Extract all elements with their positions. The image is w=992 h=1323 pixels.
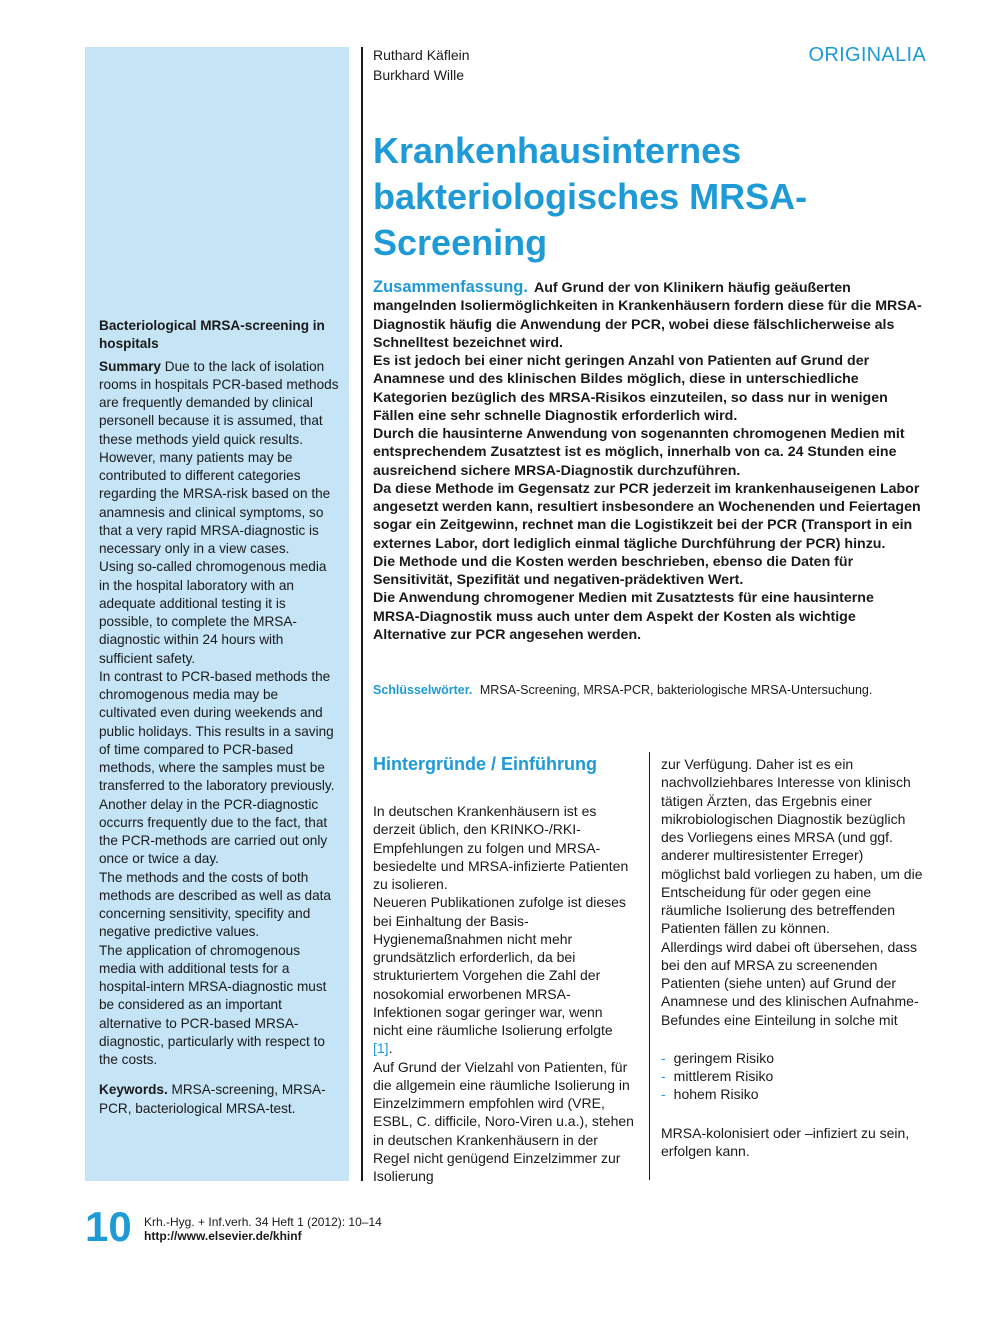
body-paragraph: In deutschen Krankenhäusern ist es derzeit üblich, den KRINKO-/RKI-Empfehlungen zu folgen und MRSA-besiedelte und MRSA-infizierte Patienten zu isolieren.	[373, 803, 629, 892]
abstract-first-paragraph	[373, 278, 923, 352]
list-item	[661, 1067, 923, 1085]
abstract-paragraph: Die Anwendung chromogener Medien mit Zusatztests für eine hausinterne MRSA-Diagnostik muss auch unter dem Aspekt der Kosten als wichtige Alternative zur PCR angesehen werden.	[373, 590, 874, 643]
body-paragraph: Allerdings wird dabei oft übersehen, dass bei den auf MRSA zu screenenden Patienten (siehe unten) auf Grund der Anamnese und des klinischen Aufnahme-Befundes eine Einteilung in solche mit	[661, 938, 919, 1028]
english-keywords	[99, 1081, 339, 1118]
summary-first-text: Due to the lack of isolation rooms in hospitals PCR-based methods are frequently demanded by clinical personell because it is assumed, that these methods yield quick results.	[99, 358, 339, 447]
body-paragraph: Auf Grund der Vielzahl von Patienten, für die allgemein eine räumliche Isolierung in Einzelzimmern empfohlen wird (VRE, ESBL, C. difficile, Noro-Viren u.a.), stehen in deutschen Krankenhäusern in der Regel nicht genügend Einzelzimmer zur Isolierung	[373, 1058, 634, 1184]
page-number: 10	[85, 1203, 132, 1250]
abstract-text: Auf Grund der von Klinikern häufig geäußerten mangelnden Isoliermöglichkeiten in Krankenhäusern fordern diese für die MRSA-Diagnostik häufig die Anwendung der PCR, wobei diese fälschlicherweise als Schnelltest bezeichnet wird.	[373, 280, 922, 351]
body-paragraph: zur Verfügung. Daher ist es ein nachvollziehbares Interesse von klinisch tätigen Ärzten, das Ergebnis einer mikrobiologischen Diagnostik bezüglich des Vorliegens eines MRSA (und ggf. anderer multiresistenter Erreger) möglichst bald vorliegen zu haben, um die Entscheidung für oder gegen eine räumliche Isolierung des betreffenden Patienten fällen zu können.	[661, 756, 923, 937]
german-keywords-heading: Schlüsselwörter.	[373, 683, 473, 697]
summary-paragraph: Using so-called chromogenous media in the hospital laboratory with an adequate additional testing it is possible, to complete the MRSA-diagnostic within 24 hours with sufficient safety.	[99, 559, 327, 666]
summary-paragraph: Another delay in the PCR-diagnostic occurrs frequently due to the fact, that the PCR-methods are carried out only once or twice a day.	[99, 796, 328, 867]
body-paragraph: MRSA-kolonisiert oder –infiziert zu sein, erfolgen kann.	[661, 1124, 910, 1159]
german-keywords	[373, 683, 872, 697]
authors	[373, 45, 470, 85]
abstract	[373, 278, 923, 644]
abstract-paragraph: Da diese Methode im Gegensatz zur PCR jederzeit im krankenhauseigenen Labor angesetzt werden kann, resultiert insbesondere an Wochenenden und Feiertagen sogar ein Zeitgewinn, rechnet man die Logistikzeit bei der PCR (Transport in ein externes Labor, dort lediglich einmal tägliche Durchführung der PCR) hinzu.	[373, 480, 921, 552]
section-label: ORIGINALIA	[808, 44, 926, 66]
english-title: Bacteriological MRSA-screening in hospitals	[99, 318, 325, 352]
list-item-text: mittlerem Risiko	[673, 1068, 774, 1084]
list-dash: -	[661, 1049, 666, 1066]
summary-paragraph: The application of chromogenous media with additional tests for a hospital-intern MRSA-diagnostic must be considered as an important alternative to PCR-based MRSA-diagnostic, particularly with respect to the costs.	[99, 942, 327, 1067]
body-paragraph-text: Neueren Publikationen zufolge ist dieses bei Einhaltung der Basis-Hygienemaßnahmen nicht mehr grundsätzlich erforderlich, da bei strukturiertem Vorgehen die Zahl der nosokomial erworbenen MRSA-Infektionen sogar geringer war, wenn nicht eine räumliche Isolierung erfolgte	[373, 894, 626, 1038]
list-item	[661, 1049, 923, 1067]
abstract-heading: Zusammenfassung.	[373, 278, 528, 296]
journal-info	[144, 1215, 382, 1243]
section-heading: Hintergründe / Einführung	[373, 754, 597, 774]
abstract-paragraph: Es ist jedoch bei einer nicht geringen Anzahl von Patienten auf Grund der Anamnese und des klinischen Bildes möglich, diese in unterschiedliche Kategorien bezüglich des MRSA-Risikos einzuteilen, so dass nur in wenigen Fällen eine sehr schnelle Diagnostik erforderlich wird.	[373, 353, 888, 424]
article-title: Krankenhausinternes bakteriologisches MRSA-Screening	[373, 130, 808, 263]
summary-paragraph: In contrast to PCR-based methods the chromogenous media may be cultivated even during weekends and public holidays. This results in a saving of time compared to PCR-based methods, where the samples must be transferred to the laboratory previously.	[99, 668, 335, 794]
list-item-text: hohem Risiko	[673, 1086, 759, 1103]
summary-paragraph: The methods and the costs of both methods are described as well as data concerning sensitivity, specifity and negative predictive values.	[99, 869, 331, 940]
summary-heading: Summary	[99, 358, 161, 374]
author-name: Burkhard Wille	[373, 67, 465, 83]
body-paragraph	[373, 893, 635, 1057]
vertical-divider	[361, 47, 363, 1181]
journal-citation: Krh.-Hyg. + Inf.verh. 34 Heft 1 (2012): 10–14	[144, 1215, 382, 1229]
risk-list	[661, 1049, 923, 1104]
body-paragraph-end: .	[388, 1040, 393, 1057]
english-keywords-text: MRSA-screening, MRSA-PCR, bacteriological MRSA-test.	[99, 1082, 326, 1116]
summary-first-paragraph	[99, 358, 339, 449]
body-right-column	[661, 755, 923, 1160]
list-dash: -	[661, 1086, 666, 1103]
abstract-paragraph: Die Methode und die Kosten werden beschrieben, ebenso die Daten für Sensitivität, Spezifität und negativen-prädektiven Wert.	[373, 553, 854, 588]
list-item-text: geringem Risiko	[673, 1049, 775, 1066]
reference-link[interactable]: [1]	[373, 1040, 389, 1057]
list-item	[661, 1085, 923, 1103]
german-keywords-text: MRSA-Screening, MRSA-PCR, bakteriologische MRSA-Untersuchung.	[479, 683, 873, 697]
abstract-paragraph: Durch die hausinterne Anwendung von sogenannten chromogenen Medien mit entsprechendem Zusatztest ist es möglich, innerhalb von ca. 24 Stunden eine ausreichend sichere MRSA-Diagnostik durchzuführen.	[373, 426, 905, 479]
author-name: Ruthard Käflein	[373, 47, 470, 63]
english-keywords-heading: Keywords.	[99, 1082, 168, 1098]
english-summary	[99, 317, 339, 1118]
column-divider	[649, 752, 650, 1180]
body-left-column	[373, 752, 635, 1185]
list-dash: -	[661, 1068, 666, 1084]
journal-url[interactable]: http://www.elsevier.de/khinf	[144, 1229, 302, 1243]
summary-paragraph: However, many patients may be contributed to different categories regarding the MRSA-risk based on the anamnesis and clinical symptoms, so that a very rapid MRSA-diagnostic is necessary only in a view cases.	[99, 449, 331, 556]
